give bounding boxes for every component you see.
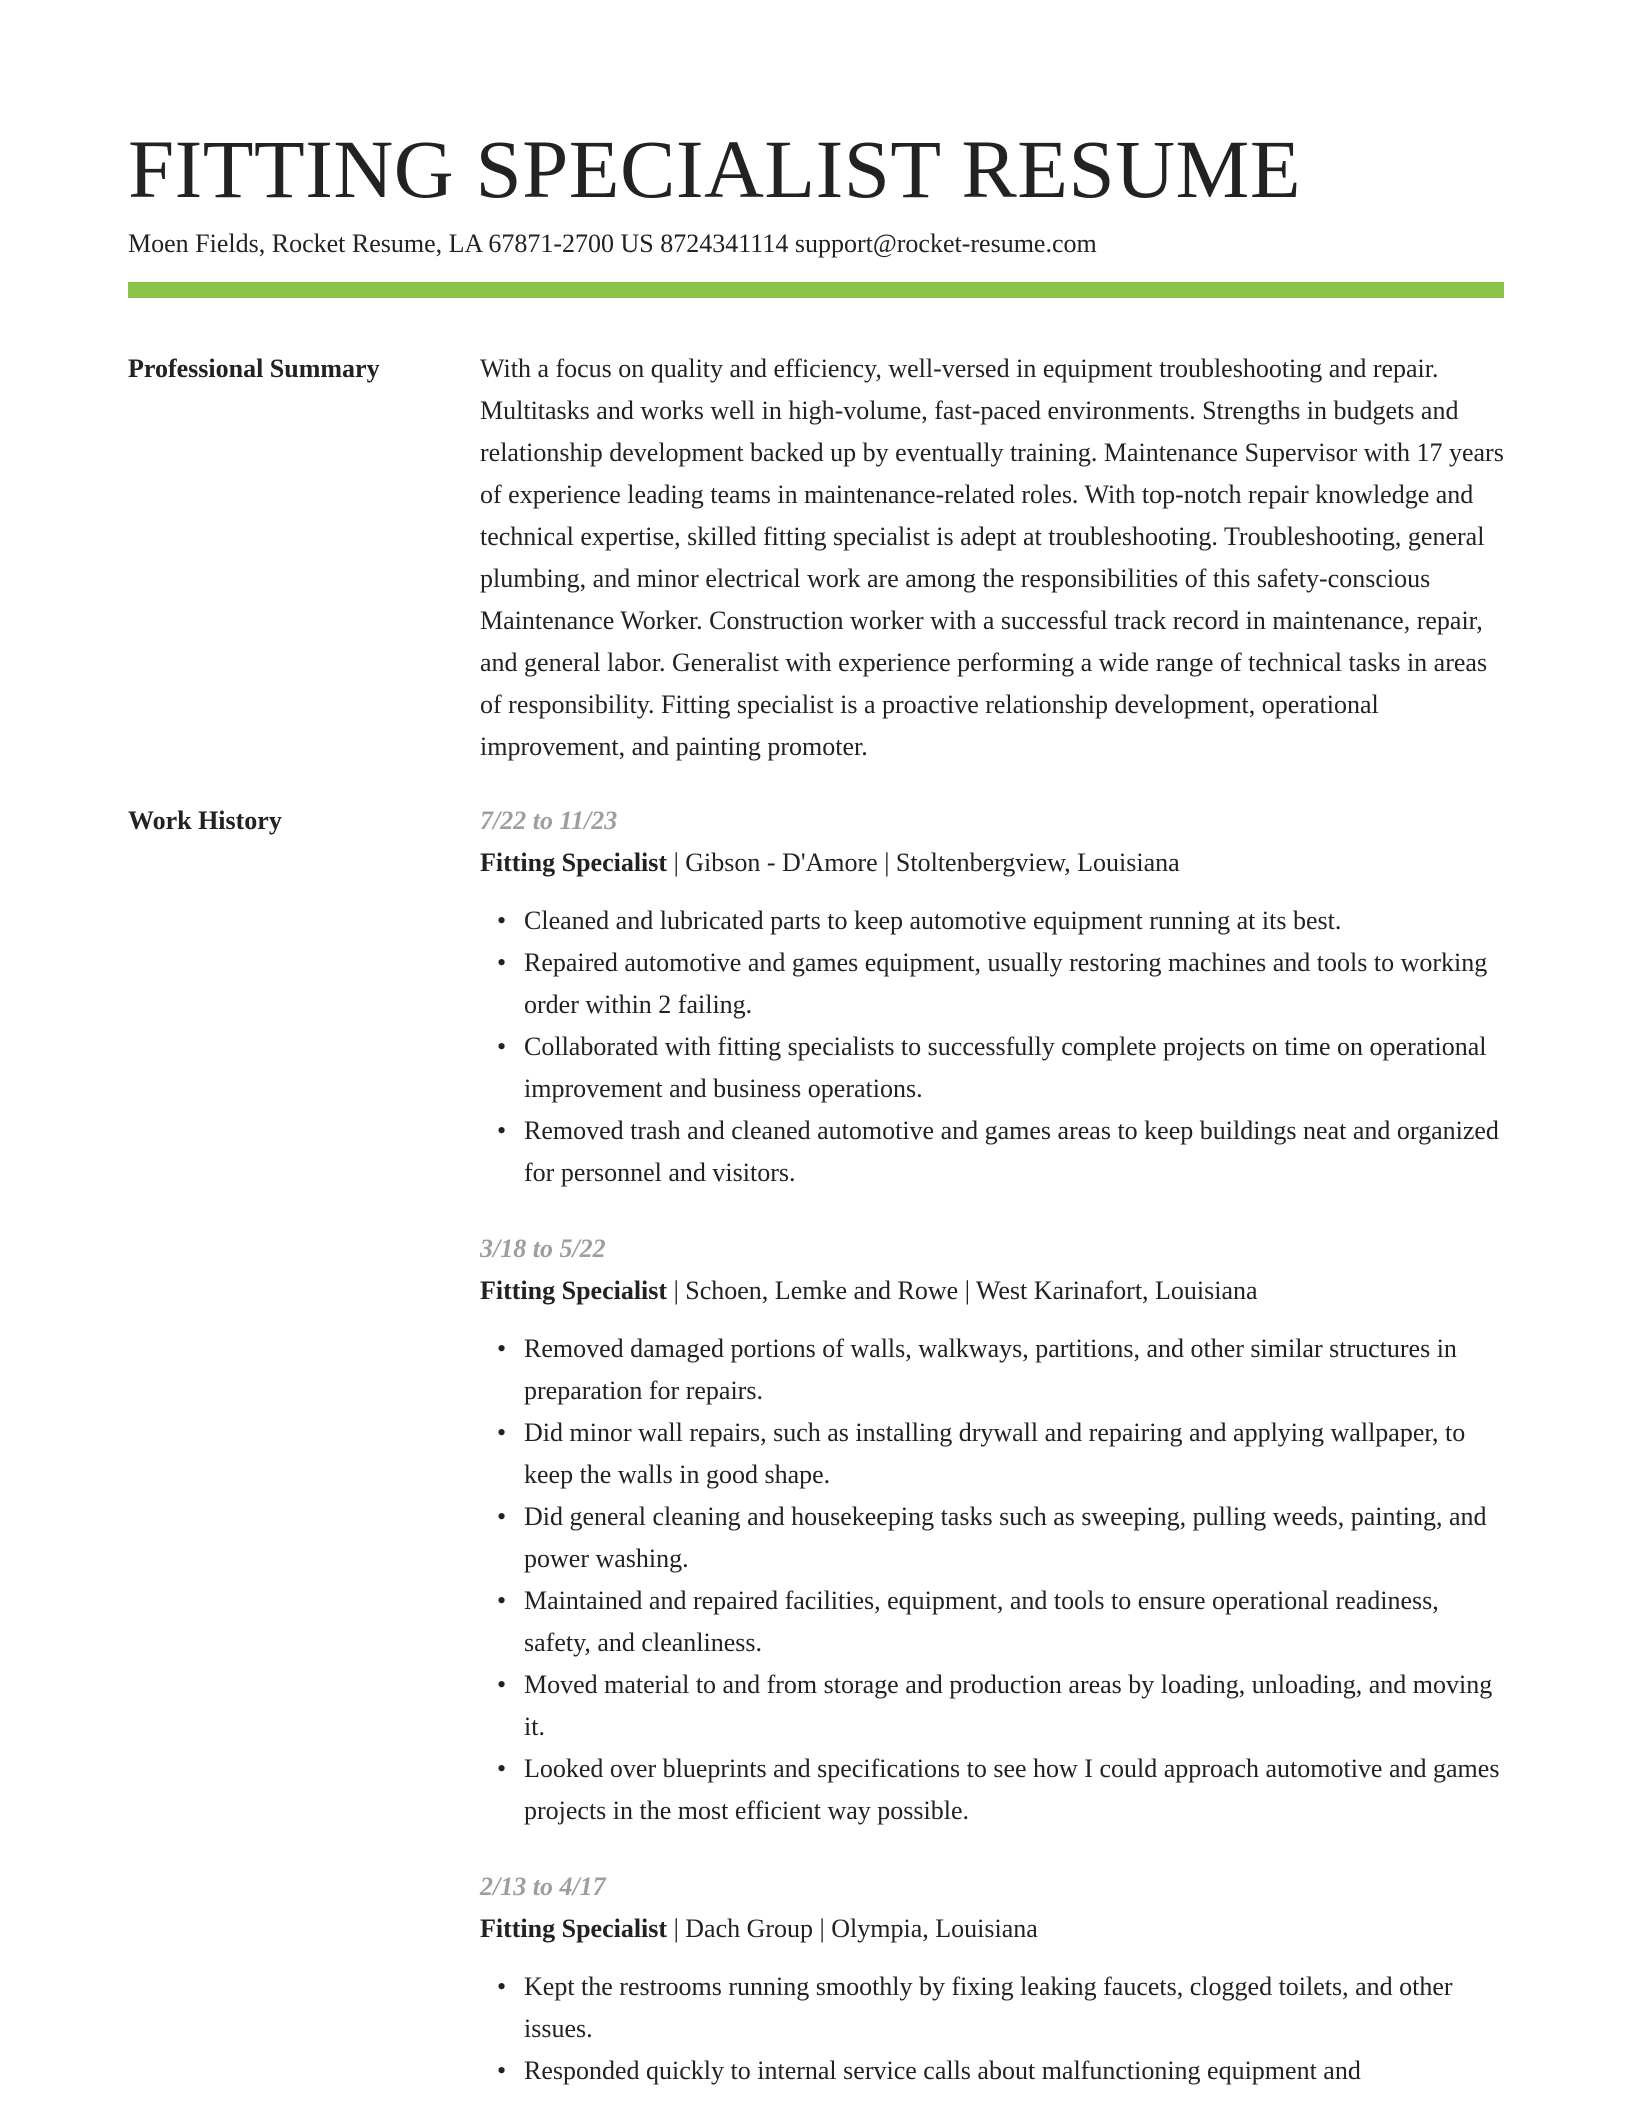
- bullet-text: Repaired automotive and games equipment, usually restoring machines and tools to working order within 2 failing.: [524, 948, 1488, 1019]
- job-entry: [480, 1866, 1504, 2092]
- bullet-text: Collaborated with fitting specialists to successfully complete projects on time on operational improvement and business operations.: [524, 1032, 1487, 1103]
- list-item: [497, 2050, 1504, 2092]
- bullet-text: Responded quickly to internal service calls about malfunctioning equipment and: [524, 2056, 1361, 2085]
- bullet-text: Moved material to and from storage and production areas by loading, unloading, and moving it.: [524, 1670, 1493, 1741]
- professional-summary-section: [128, 348, 1504, 768]
- bullet-text: Removed damaged portions of walls, walkways, partitions, and other similar structures in preparation for repairs.: [524, 1334, 1457, 1405]
- header-divider: [128, 282, 1504, 298]
- job-title: Fitting Specialist: [480, 1276, 668, 1305]
- bullet-icon: •: [497, 1116, 507, 1145]
- job-heading: [480, 1908, 1504, 1950]
- job-heading: [480, 842, 1504, 884]
- bullet-text: Did minor wall repairs, such as installing drywall and repairing and applying wallpaper, to keep the walls in good shape.: [524, 1418, 1466, 1489]
- bullet-icon: •: [497, 1670, 507, 1699]
- bullet-icon: •: [497, 1418, 507, 1447]
- job-dates: 3/18 to 5/22: [480, 1234, 606, 1263]
- list-item: [497, 1412, 1504, 1496]
- job-employer-location: | Schoen, Lemke and Rowe | West Karinafort, Louisiana: [667, 1276, 1258, 1305]
- bullet-icon: •: [497, 948, 507, 977]
- job-list: [480, 800, 1504, 2126]
- job-dates: 7/22 to 11/23: [480, 806, 618, 835]
- resume-page: [128, 0, 1504, 2126]
- list-item: [497, 900, 1504, 942]
- list-item: [497, 1966, 1504, 2050]
- list-item: [497, 942, 1504, 1026]
- list-item: [497, 1664, 1504, 1748]
- job-title: Fitting Specialist: [480, 848, 668, 877]
- bullet-icon: •: [497, 1754, 507, 1783]
- bullet-icon: •: [497, 2056, 507, 2085]
- bullet-text: Removed trash and cleaned automotive and games areas to keep buildings neat and organized for personnel and visitors.: [524, 1116, 1499, 1187]
- section-heading: Professional Summary: [128, 354, 380, 383]
- list-item: [497, 1496, 1504, 1580]
- list-item: [497, 1580, 1504, 1664]
- list-item: [497, 1026, 1504, 1110]
- job-bullet-list: [480, 1966, 1504, 2092]
- bullet-text: Looked over blueprints and specifications to see how I could approach automotive and games projects in the most efficient way possible.: [524, 1754, 1500, 1825]
- list-item: [497, 1748, 1504, 1832]
- bullet-icon: •: [497, 906, 507, 935]
- job-heading: [480, 1270, 1504, 1312]
- bullet-text: Maintained and repaired facilities, equipment, and tools to ensure operational readiness, safety, and cleanliness.: [524, 1586, 1439, 1657]
- section-heading: Work History: [128, 806, 282, 835]
- job-title: Fitting Specialist: [480, 1914, 668, 1943]
- page-title: FITTING SPECIALIST RESUME: [128, 123, 1302, 215]
- job-entry: [480, 1228, 1504, 1832]
- bullet-icon: •: [497, 1502, 507, 1531]
- bullet-icon: •: [497, 1586, 507, 1615]
- bullet-icon: •: [497, 1334, 507, 1363]
- list-item: [497, 1110, 1504, 1194]
- summary-text: With a focus on quality and efficiency, well-versed in equipment troubleshooting and repair. Multitasks and works well in high-volume, fast-paced environments. Strengths in budgets and relationship development backed up by eventually training. Maintenance Supervisor with 17 years of experience leading teams in maintenance-related roles. With top-notch repair knowledge and technical expertise, skilled fitting specialist is adept at troubleshooting. Troubleshooting, general plumbing, and minor electrical work are among the responsibilities of this safety-conscious Maintenance Worker. Construction worker with a successful track record in maintenance, repair, and general labor. Generalist with experience performing a wide range of technical tasks in areas of responsibility. Fitting specialist is a proactive relationship development, operational improvement, and painting promoter.: [480, 354, 1504, 761]
- bullet-text: Cleaned and lubricated parts to keep automotive equipment running at its best.: [524, 906, 1342, 935]
- job-entry: [480, 800, 1504, 1194]
- work-history-section: [128, 800, 1504, 2126]
- bullet-icon: •: [497, 1032, 507, 1061]
- list-item: [497, 1328, 1504, 1412]
- contact-line: Moen Fields, Rocket Resume, LA 67871-2700 US 8724341114 support@rocket-resume.com: [128, 229, 1097, 258]
- bullet-text: Kept the restrooms running smoothly by fixing leaking faucets, clogged toilets, and other issues.: [524, 1972, 1453, 2043]
- job-bullet-list: [480, 900, 1504, 1194]
- job-bullet-list: [480, 1328, 1504, 1832]
- bullet-icon: •: [497, 1972, 507, 2001]
- bullet-text: Did general cleaning and housekeeping tasks such as sweeping, pulling weeds, painting, and power washing.: [524, 1502, 1487, 1573]
- job-employer-location: | Gibson - D'Amore | Stoltenbergview, Louisiana: [667, 848, 1180, 877]
- job-employer-location: | Dach Group | Olympia, Louisiana: [667, 1914, 1038, 1943]
- job-dates: 2/13 to 4/17: [480, 1872, 606, 1901]
